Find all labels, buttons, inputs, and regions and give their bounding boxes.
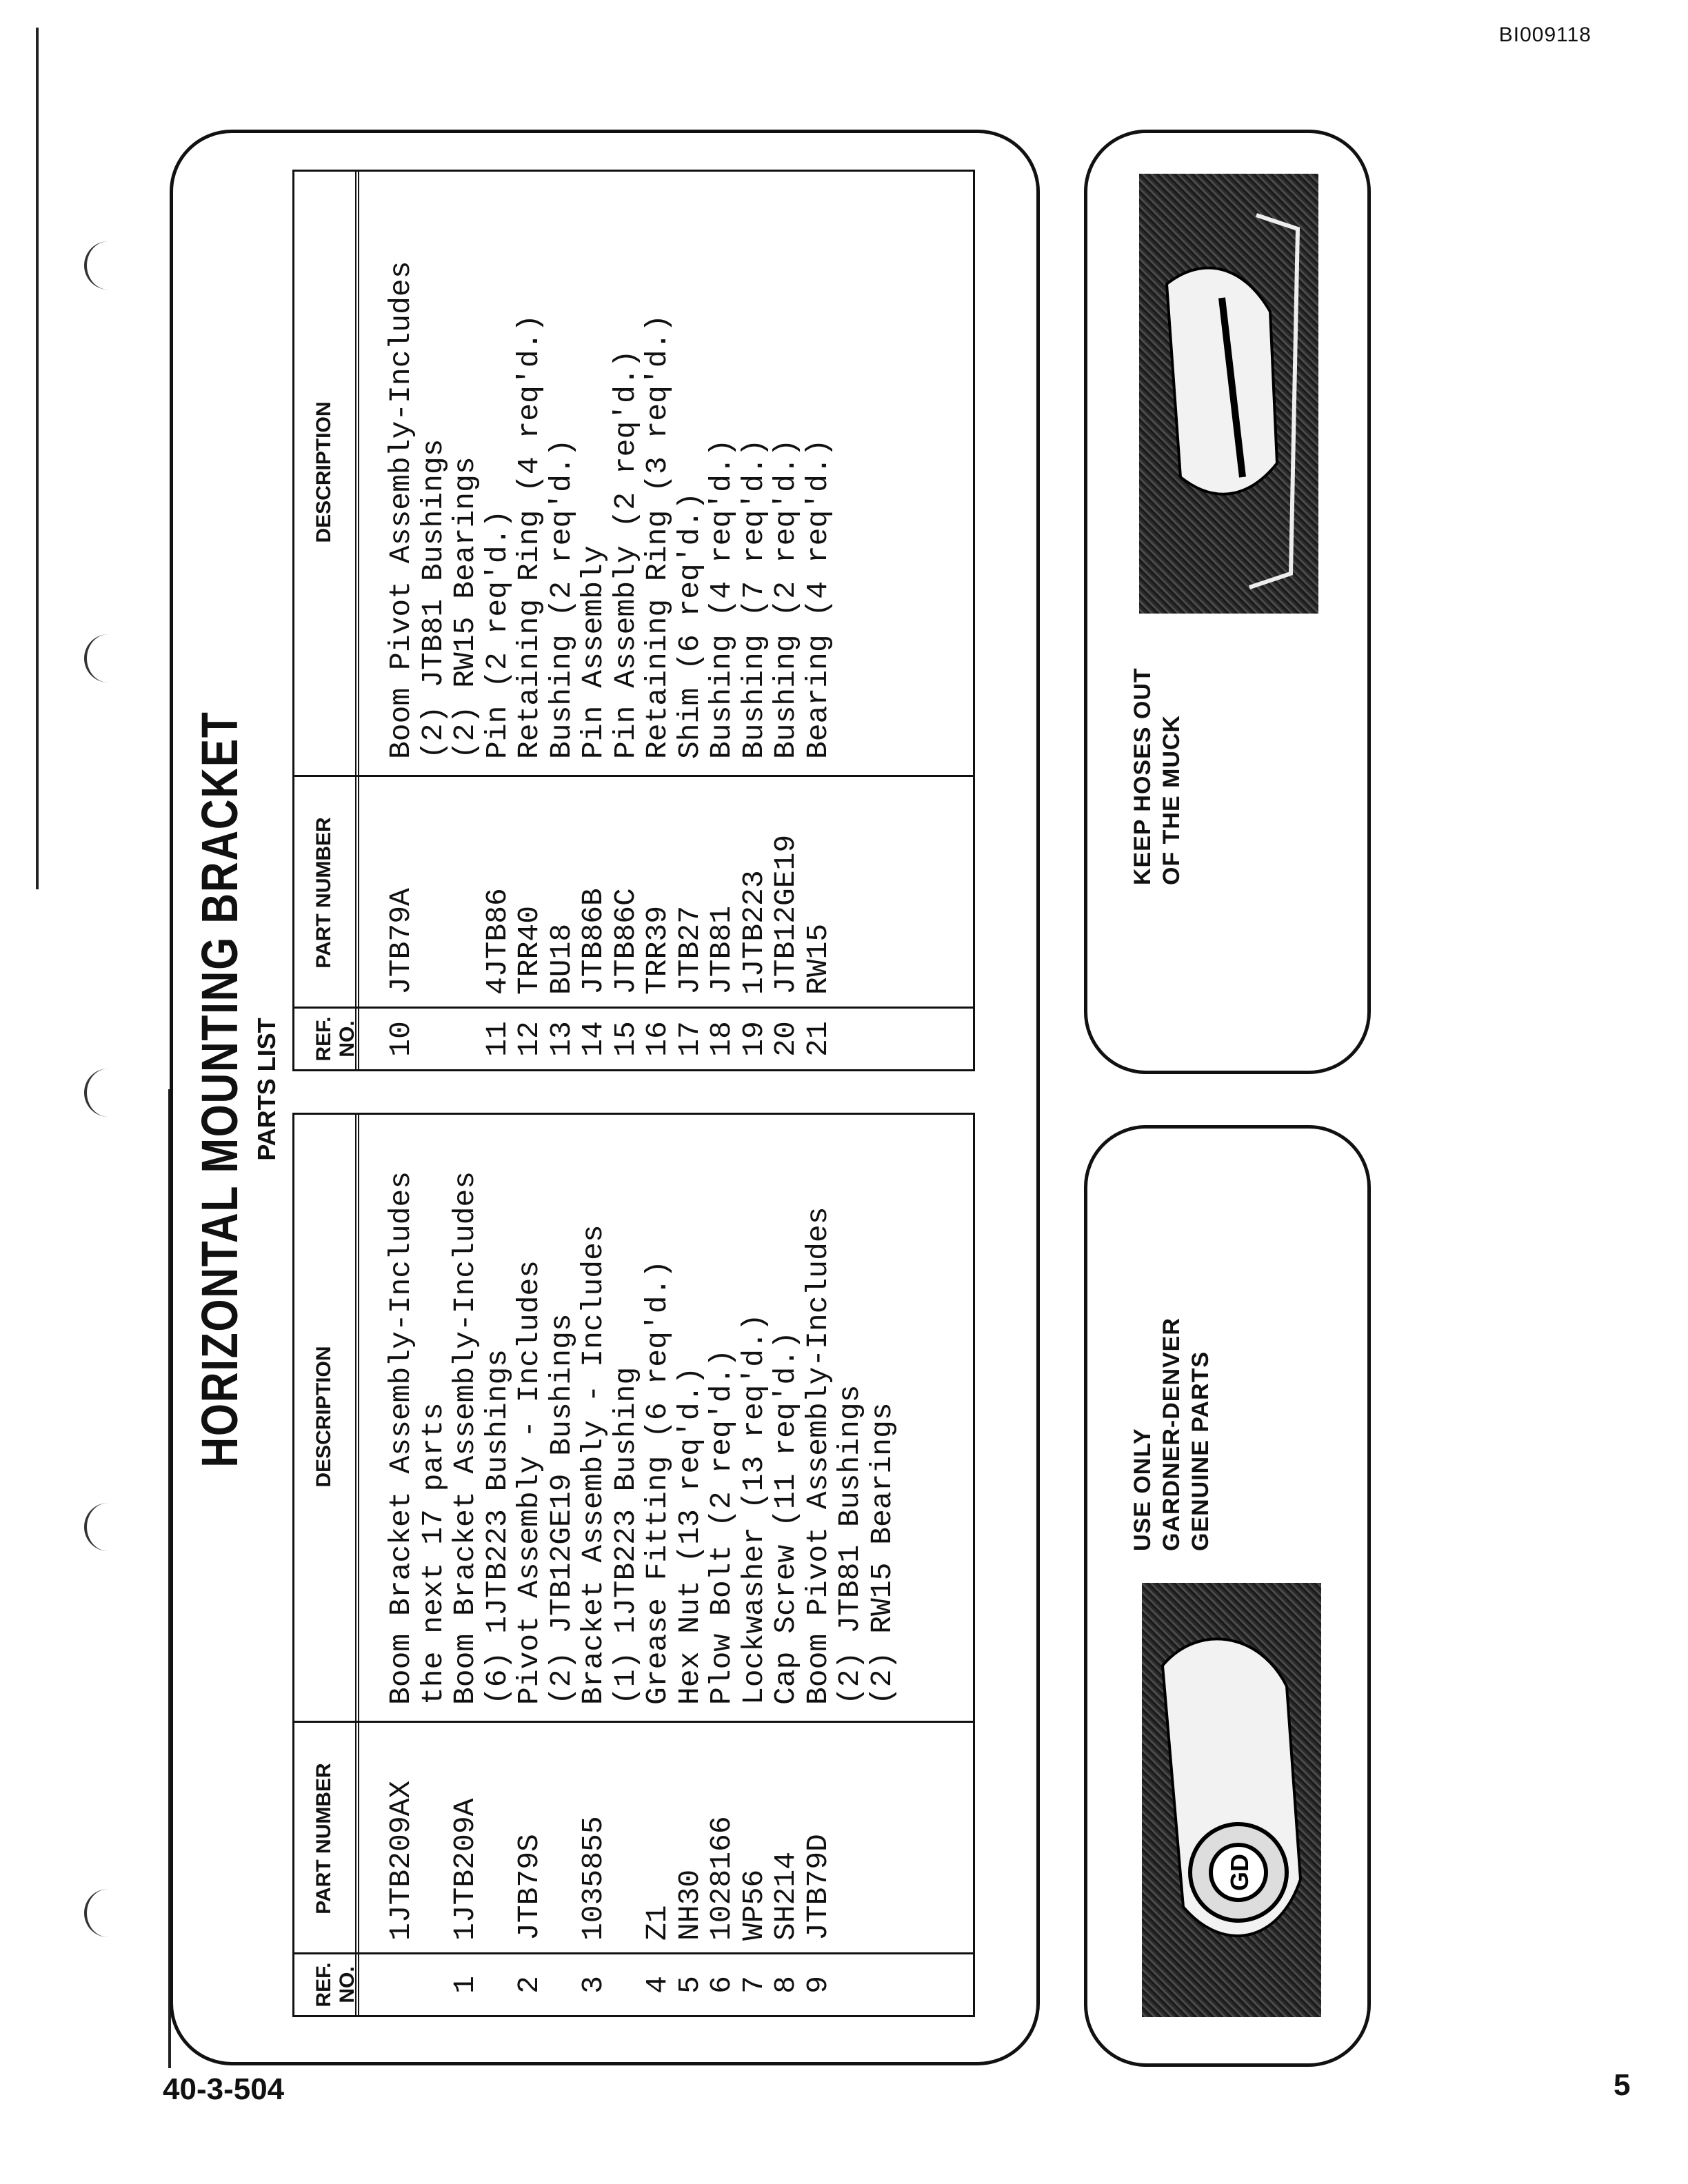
ref-no-cell: 15	[608, 1021, 643, 1057]
table-row	[867, 1115, 899, 2015]
table-row	[578, 172, 610, 1069]
table-row	[482, 1115, 514, 2015]
table-row	[418, 1115, 450, 2015]
description-cell: the next 17 parts	[416, 1402, 450, 1705]
table-row	[642, 1115, 674, 2015]
description-cell: (2) RW15 Bearings	[865, 1402, 899, 1705]
table-row	[385, 1115, 418, 2015]
document-id: BI009118	[1498, 23, 1591, 46]
parts-table-right	[292, 170, 975, 1071]
ref-no-cell: 19	[736, 1021, 771, 1057]
table-header	[294, 172, 359, 1069]
ref-no-cell: 2	[512, 1976, 546, 1994]
description-cell: Retaining Ring (4 req'd.)	[512, 314, 546, 759]
description-cell: Hex Nut (13 req'd.)	[672, 1366, 707, 1705]
ref-no-cell: 11	[480, 1021, 514, 1057]
table-row	[514, 172, 546, 1069]
description-cell: (1) 1JTB223 Bushing	[608, 1366, 643, 1705]
table-row	[546, 172, 579, 1069]
part-number-cell: JTB86C	[608, 888, 643, 995]
ad-hoses-text: KEEP HOSES OUT OF THE MUCK	[1129, 667, 1185, 885]
ref-no-cell: 21	[801, 1021, 835, 1057]
table-body-left	[385, 1115, 898, 2015]
description-cell: Retaining Ring (3 req'd.)	[641, 314, 674, 759]
ref-no-cell: 13	[544, 1021, 579, 1057]
hand-holding-part-illustration	[1142, 1583, 1321, 2017]
table-row	[834, 1115, 867, 2015]
description-cell: Pivot Assembly - Includes	[512, 1260, 546, 1705]
ref-no-cell: 16	[641, 1021, 674, 1057]
part-number-cell: SH214	[769, 1851, 803, 1941]
ref-no-cell: 5	[672, 1976, 707, 1994]
description-cell: Pin Assembly	[576, 545, 610, 759]
page-number: 5	[1614, 2068, 1631, 2102]
part-number-cell: 4JTB86	[480, 888, 514, 995]
table-row	[674, 1115, 707, 2015]
ref-no-cell: 14	[576, 1021, 610, 1057]
description-cell: Bushing (7 req'd.)	[736, 438, 771, 759]
ref-no-cell: 10	[384, 1021, 418, 1057]
table-row	[482, 172, 514, 1069]
table-row	[610, 1115, 643, 2015]
description-header: DESCRIPTION	[312, 401, 335, 543]
part-number-cell: NH30	[672, 1869, 707, 1941]
gd-logo-icon: GD	[1225, 1854, 1254, 1891]
table-row	[578, 1115, 610, 2015]
description-cell: Grease Fitting (6 req'd.)	[641, 1260, 674, 1705]
part-number-cell: JTB79S	[512, 1834, 546, 1941]
table-row	[514, 1115, 546, 2015]
ref-no-cell: 12	[512, 1021, 546, 1057]
ref-no-cell: 1	[448, 1976, 482, 1994]
binder-hole-mark	[84, 1889, 114, 1937]
part-number-cell: JTB79D	[801, 1834, 835, 1941]
ref-no-cell: 7	[736, 1976, 771, 1994]
table-row	[642, 172, 674, 1069]
part-number-cell: 1JTB209AX	[384, 1780, 418, 1941]
part-number-cell: JTB27	[672, 905, 707, 995]
part-number-header: PART NUMBER	[312, 817, 335, 969]
page-subtitle: PARTS LIST	[252, 1018, 281, 1161]
table-row	[770, 1115, 803, 2015]
description-cell: Bushing (4 req'd.)	[705, 438, 738, 759]
table-row	[803, 172, 835, 1069]
description-cell: Boom Bracket Assembly-Includes	[448, 1171, 482, 1705]
part-number-cell: Z1	[641, 1905, 674, 1941]
parts-table-left	[292, 1113, 975, 2017]
description-cell: (2) JTB81 Bushings	[416, 438, 450, 759]
table-row	[418, 172, 450, 1069]
description-cell: Pin Assembly (2 req'd.)	[608, 350, 643, 759]
table-row	[385, 172, 418, 1069]
table-row	[674, 172, 707, 1069]
ref-no-header: REF. NO.	[312, 1016, 359, 1062]
part-number-cell: 1028166	[705, 1816, 738, 1941]
description-cell: Boom Bracket Assembly-Includes	[384, 1171, 418, 1705]
binder-hole-mark	[84, 634, 114, 682]
description-cell: Bearing (4 req'd.)	[801, 438, 835, 759]
table-row	[546, 1115, 579, 2015]
description-cell: (2) RW15 Bearings	[448, 456, 482, 759]
ad-genuine-parts-text: USE ONLY GARDNER-DENVER GENUINE PARTS	[1129, 1317, 1214, 1551]
ref-no-header: REF. NO.	[312, 1962, 359, 2008]
part-number-cell: BU18	[544, 923, 579, 995]
description-cell: (2) JTB81 Bushings	[833, 1384, 867, 1705]
part-number-cell: 1JTB209A	[448, 1798, 482, 1941]
table-row	[770, 172, 803, 1069]
description-cell: Plow Bolt (2 req'd.)	[705, 1348, 738, 1705]
description-cell: Pin (2 req'd.)	[480, 509, 514, 759]
ref-no-cell: 4	[641, 1976, 674, 1994]
binder-hole-mark	[84, 1503, 114, 1551]
part-number-cell: JTB79A	[384, 888, 418, 995]
part-number-cell: 1035855	[576, 1816, 610, 1941]
part-number-cell: JTB86B	[576, 888, 610, 995]
description-header: DESCRIPTION	[312, 1346, 335, 1488]
ref-no-cell: 9	[801, 1976, 835, 1994]
part-number-cell: RW15	[801, 923, 835, 995]
part-number-cell: TRR40	[512, 905, 546, 995]
table-row	[450, 172, 482, 1069]
ref-no-cell: 18	[705, 1021, 738, 1057]
table-row	[610, 172, 643, 1069]
description-cell: Bracket Assembly - Includes	[576, 1224, 610, 1705]
table-body-right	[385, 172, 834, 1069]
part-number-cell: WP56	[736, 1869, 771, 1941]
ref-no-cell: 17	[672, 1021, 707, 1057]
description-cell: Lockwasher (13 req'd.)	[736, 1313, 771, 1705]
table-row	[706, 1115, 738, 2015]
binder-hole-mark	[84, 1069, 114, 1117]
part-number-cell: 1JTB223	[736, 870, 771, 995]
ref-no-cell: 8	[769, 1976, 803, 1994]
table-row	[738, 1115, 771, 2015]
table-row	[706, 172, 738, 1069]
description-cell: Cap Screw (11 req'd.)	[769, 1331, 803, 1705]
description-cell: Boom Pivot Assembly-Includes	[801, 1206, 835, 1705]
description-cell: Boom Pivot Assembly-Includes	[384, 261, 418, 759]
part-number-header: PART NUMBER	[312, 1763, 335, 1914]
page-code: 40-3-504	[163, 2072, 285, 2106]
part-number-cell: JTB81	[705, 905, 738, 995]
binder-hole-mark	[84, 241, 114, 290]
table-header	[294, 1115, 359, 2015]
ref-no-cell: 3	[576, 1976, 610, 1994]
margin-rule	[36, 28, 39, 889]
description-cell: (2) JTB12GE19 Bushings	[544, 1313, 579, 1705]
ref-no-cell: 20	[769, 1021, 803, 1057]
table-row	[450, 1115, 482, 2015]
description-cell: Shim (6 req'd.)	[672, 492, 707, 759]
ref-no-cell: 6	[705, 1976, 738, 1994]
part-number-cell: TRR39	[641, 905, 674, 995]
page-title: HORIZONTAL MOUNTING BRACKET	[191, 711, 248, 1468]
description-cell: Bushing (2 req'd.)	[544, 438, 579, 759]
part-number-cell: JTB12GE19	[769, 834, 803, 995]
description-cell: (6) 1JTB223 Bushings	[480, 1348, 514, 1705]
table-row	[803, 1115, 835, 2015]
parts-tables	[292, 170, 975, 2017]
table-row	[738, 172, 771, 1069]
description-cell: Bushing (2 req'd.)	[769, 438, 803, 759]
